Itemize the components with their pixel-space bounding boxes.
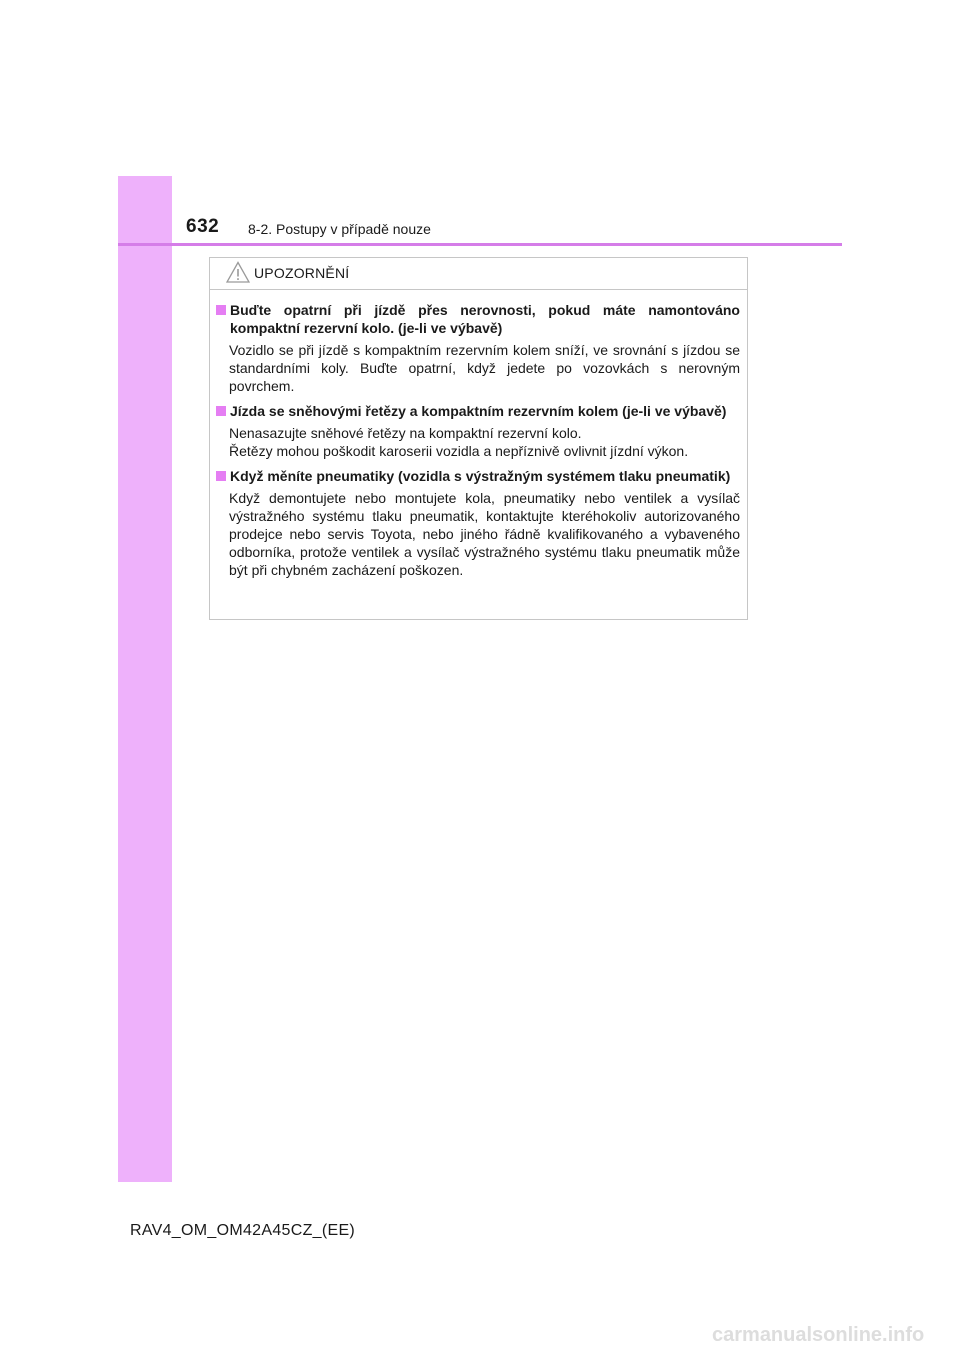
section-title: 8-2. Postupy v případě nouze xyxy=(248,221,431,237)
page-number: 632 xyxy=(186,216,220,237)
warning-body xyxy=(210,290,747,579)
item-paragraph: Vozidlo se při jízdě s kompaktním rezervním kolem sníží, ve srovnání s jízdou se standardními koly. Buďte opatrní, když jedete po vozovkách s nerovným povrchem. xyxy=(229,342,740,394)
item-title: Jízda se sněhovými řetězy a kompaktním rezervním kolem (je-li ve výbavě) xyxy=(230,403,727,419)
header-rule xyxy=(118,243,842,246)
warning-item-compact-spare xyxy=(216,301,740,395)
warning-label: UPOZORNĚNÍ xyxy=(254,265,350,281)
watermark: carmanualsonline.info xyxy=(712,1324,925,1346)
item-paragraph: Když demontujete nebo montujete kola, pneumatiky nebo ventilek a vysílač výstražného systému tlaku pneumatik, kontaktujte kteréhokoliv autorizovaného prodejce nebo servis Toyota, nebo jiného řádně kvalifikovaného a vybaveného odborníka, protože ventilek a vysílač výstražného systému tlaku pneumatik může být při chybném zacházení poškozen. xyxy=(229,490,740,578)
item-paragraph: Nenasazujte sněhové řetězy na kompaktní rezervní kolo. xyxy=(229,425,582,441)
warning-triangle-icon xyxy=(226,261,250,283)
warning-item-snow-chains xyxy=(216,402,740,460)
item-title: Když měníte pneumatiky (vozidla s výstražným systémem tlaku pneumatik) xyxy=(230,468,731,484)
warning-item-tire-change xyxy=(216,467,740,579)
item-paragraph: Řetězy mohou poškodit karoserii vozidla a nepříznivě ovlivnit jízdní výkon. xyxy=(229,443,689,459)
item-title: Buďte opatrní při jízdě přes nerovnosti, pokud máte namontováno kompaktní rezervní kolo. (je-li ve výbavě) xyxy=(230,302,740,336)
warning-header xyxy=(210,258,747,290)
warning-box xyxy=(209,257,748,620)
square-bullet-icon xyxy=(216,305,226,315)
chapter-tab-bar xyxy=(118,176,172,1182)
document-code: RAV4_OM_OM42A45CZ_(EE) xyxy=(130,1222,356,1239)
square-bullet-icon xyxy=(216,406,226,416)
square-bullet-icon xyxy=(216,471,226,481)
